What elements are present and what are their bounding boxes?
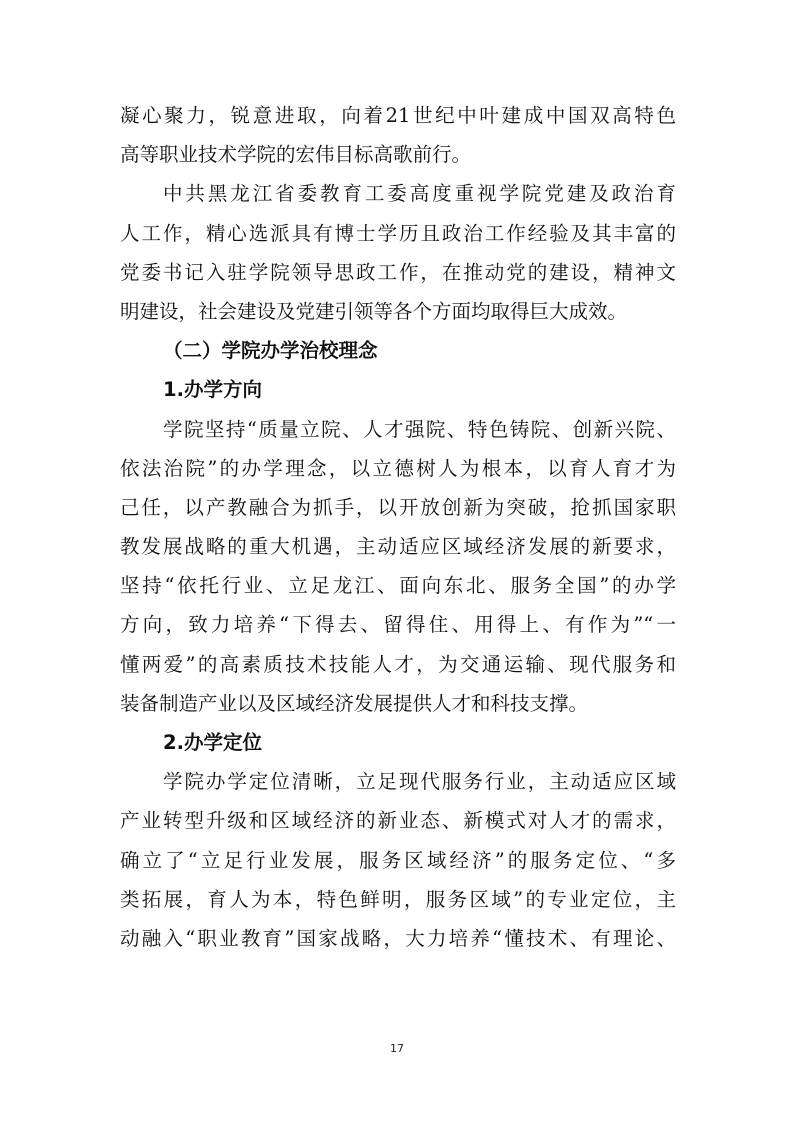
subsection-heading-direction: 1.办学方向 [163,378,262,402]
paragraph-line: 装备制造产业以及区域经济发展提供人才和科技支撑。 [120,691,589,715]
paragraph-line: 人工作，精心选派具有博士学历且政治工作经验及其丰富的 [120,221,676,245]
page-number: 17 [390,1042,404,1055]
document-page [120,96,676,958]
paragraph-intro [120,96,676,174]
paragraph-line: 党委书记入驻学院领导思政工作，在推动党的建设，精神文 [120,260,676,284]
paragraph-line: 懂两爱”的高素质技术技能人才，为交通运输、现代服务和 [120,652,676,676]
paragraph-line: 中共黑龙江省委教育工委高度重视学院党建及政治育 [163,182,676,206]
paragraph-line: 学院办学定位清晰，立足现代服务行业，主动适应区域 [163,770,676,794]
paragraph-line: 依法治院”的办学理念，以立德树人为根本，以育人育才为 [120,456,676,480]
paragraph-party-building [120,174,676,331]
paragraph-line: 方向，致力培养“下得去、留得住、用得上、有作为”“一 [120,613,676,637]
paragraph-line: 高等职业技术学院的宏伟目标高歌前行。 [120,143,472,167]
subsection-heading-positioning: 2.办学定位 [163,731,262,754]
paragraph-line: 动融入“职业教育”国家战略，大力培养“懂技术、有理论、 [120,926,676,950]
paragraph-line: 产业转型升级和区域经济的新业态、新模式对人才的需求， [120,809,676,833]
paragraph-line: 类拓展，育人为本，特色鲜明，服务区域”的专业定位，主 [120,887,676,911]
paragraph-direction [120,410,676,724]
paragraph-line: 明建设，社会建设及党建引领等各个方面均取得巨大成效。 [120,299,628,323]
paragraph-line: 学院坚持“质量立院、人才强院、特色铸院、创新兴院、 [163,417,676,441]
paragraph-positioning [120,762,676,958]
paragraph-line: 己任，以产教融合为抓手，以开放创新为突破，抢抓国家职 [120,495,676,519]
section-heading: （二）学院办学治校理念 [163,339,378,363]
paragraph-line: 坚持“依托行业、立足龙江、面向东北、服务全国”的办学 [120,574,676,598]
paragraph-line: 确立了“立足行业发展，服务区域经济”的服务定位、“多 [120,848,676,872]
paragraph-line: 凝心聚力，锐意进取，向着21世纪中叶建成中国双高特色 [120,104,676,127]
paragraph-line: 教发展战略的重大机遇，主动适应区域经济发展的新要求， [120,535,676,559]
